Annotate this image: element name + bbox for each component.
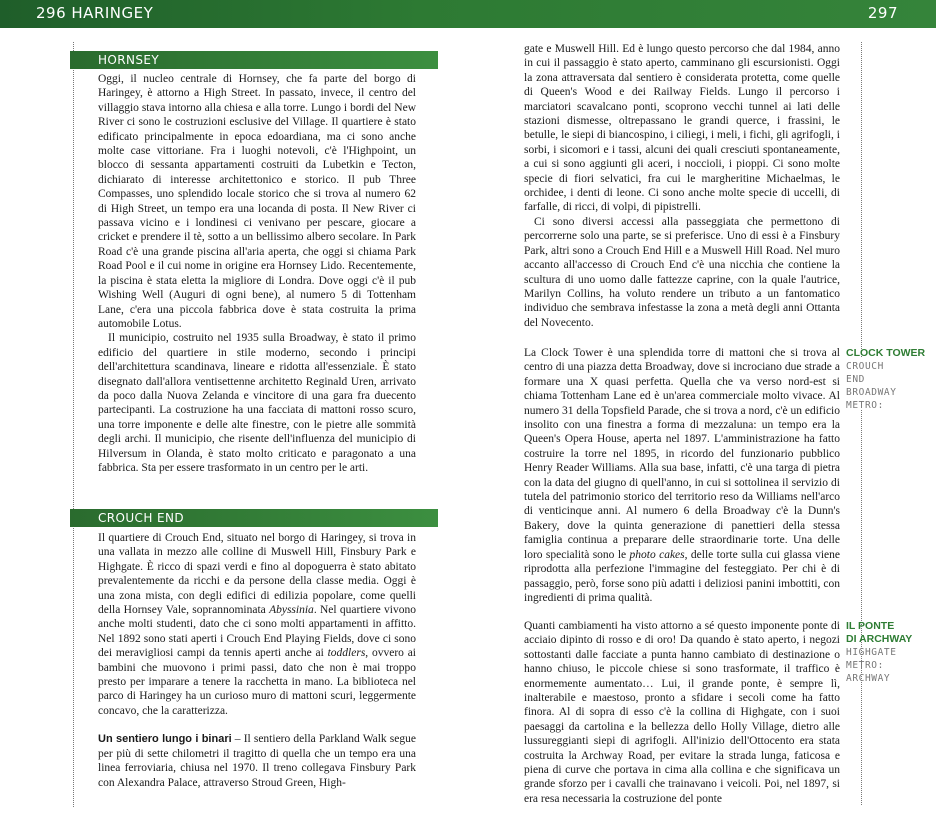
subheading: Un sentiero lungo i binari: [98, 733, 232, 746]
paragraph: [98, 531, 416, 718]
text-run: . Nel quartiere vivono anche molti studenti, dato che ci sono molti appartamenti in affitto. Nel 1892 sono stati aperti i Crouch End Playing Fields, dove ci sono dei meravigliosi campi da tennis aperti anche ai: [98, 604, 416, 660]
running-header: [0, 0, 936, 28]
italic-term: photo cakes: [629, 548, 685, 561]
text-run: , ovvero ai bambini che muovono i primi passi, dato che non è mai troppo presto per imparare a tenere la racchetta in mano. La biblioteca nel parco di Haringey ha un curioso muro di mattoni scuri, leggermente concavo, che la caratterizza.: [98, 647, 416, 717]
section-title-text: CROUCH END: [98, 511, 184, 525]
sidebar-title: CLOCK TOWER: [846, 347, 926, 359]
paragraph: [98, 732, 416, 790]
text-run: La Clock Tower è una splendida torre di mattoni che si trova al centro di una piazza detta Broadway, dove si incrociano due strade a formare una X quasi perfetta. Quella che va verso nord-est si chiama Tottenham Lane ed è un'area commerciale molto vivace. Al numero 31 della Topsfield Parade, che si trova a nord, c'è un edificio insolito con una finestra a forma di mezzaluna: un tempo era la Queen's Opera House, aperta nel 1897. L'amministrazione ha fatto costruire la torre nel 1895, in ricordo del funzionario pubblico Henry Reader Williams. Alla sua base, infatti, c'è una targa di pietra con la data del giugno di quell'anno, in cui si sottolinea il servizio di tutela del patrimonio storico del territorio reso da Williams nell'arco di venticinque anni. Al numero 6 della Broadway c'è la Dunn's Bakery, dove la quinta generazione di panettieri della stessa famiglia continua a preparare delle straordinarie torte. Una delle loro specialità sono le: [524, 347, 840, 561]
page-number-right: 297: [867, 4, 898, 22]
sidebar-archway-bridge: [846, 620, 934, 685]
sidebar-line: END: [846, 374, 865, 385]
text-run: – Il sentiero della Parkland Walk segue per più di sette chilometri il tragitto di quella che un tempo era una linea ferroviaria, chiusa nel 1970. Il treno collegava Finsbury Park con Alexandra Palace, attraverso Stroud Green, High-: [98, 733, 416, 789]
sidebar-title: DI ARCHWAY: [846, 633, 913, 645]
paragraph: gate e Muswell Hill. Ed è lungo questo percorso che dal 1984, anno in cui il passaggio è stato aperto, camminano gli escursionisti. Oggi la zona attraversata dal sentiero è considerata protetta, come quelle di Queen's Wood e dei Railway Fields. Lungo il percorso i marciatori scavalcano ponti, scoprono vecchi tunnel ai lati delle stazioni dismesse, oltrepassano le grandi querce, i frassini, le betulle, le siepi di biancospino, i ciliegi, i meli, i fichi, gli agrifogli, i sorbi, i sicomori e i tassi, alcuni dei quali cresciuti spontaneamente, a cui si sono aggiunti gli aceri, i noccioli, i pioppi. Ci sono molte specie di fiori selvatici, fra cui le margheritine Michaelmas, le orchidee, i denti di leone. Ci sono anche molte specie di uccelli, di farfalle, di ricci, di volpi, di pipistrelli.: [524, 43, 840, 214]
paragraph: Il municipio, costruito nel 1935 sulla Broadway, è stato il primo edificio del quartiere in stile moderno, secondo i principi dell'architettura scandinava, lineare e ridotta all'essenziale. È stato disegnato dall'allora ventisettenne architetto Reginald Uren, arrivato da poco dalla Nuova Zelanda e vincitore di una gara fra duecento partecipanti. La costruzione ha una facciata di mattoni rosso scuro, una torre imponente e delle alte finestre, con le pietre alle sommità degli archi. Il municipio, che risente dell'influenza del municipio di Hilversum in Olanda, è stato molto criticato e paragonato a una fabbrica. Sta per essere trasformato in un centro per le arti.: [98, 332, 416, 474]
column-rule-left: [73, 42, 74, 807]
paragraph: [524, 346, 840, 605]
clock-tower-text: [524, 346, 840, 605]
archway-bridge-text: [524, 619, 840, 806]
sidebar-clock-tower: [846, 347, 934, 412]
italic-term: Abyssinia: [269, 604, 314, 617]
italic-term: toddlers: [327, 647, 366, 660]
hornsey-text: [98, 72, 416, 475]
paragraph: Quanti cambiamenti ha visto attorno a sé questo imponente ponte di acciaio dipinto di rosso e di oro! Da quando è stato aperto, i negozi sottostanti dalle facciate a punta hanno cambiato di destinazione o hanno chiuso, le piccole chiese si sono trasformate, il traffico è enormemente aumentato… Lui, il grande ponte, è sempre lì, inalterabile e maestoso, pronto a sfidare i secoli come ha fatto finora. Al di sopra di esso c'è la collina di Highgate, con i suoi paesaggi da cartolina e la bellezza dello Holly Village, dietro alle lussureggianti siepi di agrifogli. All'inizio dell'Ottocento era stata costruita la Archway Road, per evitare la strada lunga, faticosa e piena di curve che portava in cima alla collina e che significava un grande sforzo per i cavalli che trainavano i veicoli. Poi, nel 1897, si era resa necessaria la costruzione del ponte: [524, 620, 840, 805]
sidebar-line: METRO:: [846, 400, 884, 411]
right-top-text: [524, 42, 840, 330]
sidebar-title: IL PONTE: [846, 620, 895, 632]
column-rule-right-lower: [861, 410, 862, 805]
sidebar-line: METRO:: [846, 660, 884, 671]
section-title-text: HORNSEY: [98, 53, 160, 67]
sidebar-line: CROUCH: [846, 361, 884, 372]
text-run: Il quartiere di Crouch End, situato nel borgo di Haringey, si trova in una vallata in mezzo alle colline di Muswell Hill, Finsbury Park e Highgate. È ricco di spazi verdi e fino al dopoguerra è stato abitato prevalentemente da ricchi e da persone della classe media. Oggi è una zona mista, con degli edifici di edilizia popolare, come quelli della Hornsey Vale, soprannominata: [98, 532, 416, 617]
page-number-left: 296 HARINGEY: [36, 4, 154, 22]
section-title-crouch-end: [70, 509, 438, 527]
paragraph: Ci sono diversi accessi alla passeggiata che permettono di percorrerne solo una parte, se si preferisce. Uno di essi è a Finsbury Park, altri sono a Crouch End Hill e a Muswell Hill Road. Nel muro accanto all'accesso di Crouch End c'è una nicchia che contiene la scultura di uno uomo dalle fattezze caprine, con la quale l'autrice, Marilyn Collins, ha voluto rendere un tributo a un fantomatico individuo che sembrava infestasse la zona a metà degli anni Ottanta del Novecento.: [524, 215, 840, 329]
sidebar-line: HIGHGATE: [846, 647, 897, 658]
sidebar-line: ARCHWAY: [846, 673, 891, 684]
sidebar-line: BROADWAY: [846, 387, 897, 398]
text-run: , delle torte sulla cui glassa viene riprodotta alla perfezione l'immagine del festeggiato. Per chi è di passaggio, però, forse sono più adatti i deliziosi panini imbottiti, con ingredienti di prima qualità.: [524, 548, 841, 604]
crouch-end-text: [98, 531, 416, 790]
section-title-hornsey: [70, 51, 438, 69]
paragraph: Oggi, il nucleo centrale di Hornsey, che fa parte del borgo di Haringey, è attorno a High Street. In passato, invece, il centro del villaggio stava intorno alla chiesa e alla torre. Lungo i bordi del New River ci sono le costruzioni esclusive del Village. Il quartiere è stato edificato principalmente in epoca edoardiana, ma ci sono anche molte case vittoriane. Fra i luoghi notevoli, c'è l'Highpoint, un blocco di sessanta appartamenti costruiti da Lubetkin e Tecton, dichiarato di interesse architettonico e storico. Il pub Three Compasses, uno splendido locale storico che si trova al numero 62 di High Street, un tempo era una locanda di posta. Il New River ci passava vicino e i londinesi ci venivano per pescare, giocare a cricket e prendere il tè, sotto a un bellissimo albero secolare. In Park Road c'è una grande piscina all'aria aperta, che oggi si chiama Park Road Pool e il cui nome in origine era Hornsey Lido. Recentemente, la piscina è stata eletta la migliore di Londra. Dove oggi c'è il pub Wishing Well (Auguri di ogni bene), al numero 5 di Tottenham Lane, c'era una piccola fabbrica dove è stata costruita la prima automobile Lotus.: [98, 73, 416, 330]
column-rule-right: [861, 42, 862, 357]
